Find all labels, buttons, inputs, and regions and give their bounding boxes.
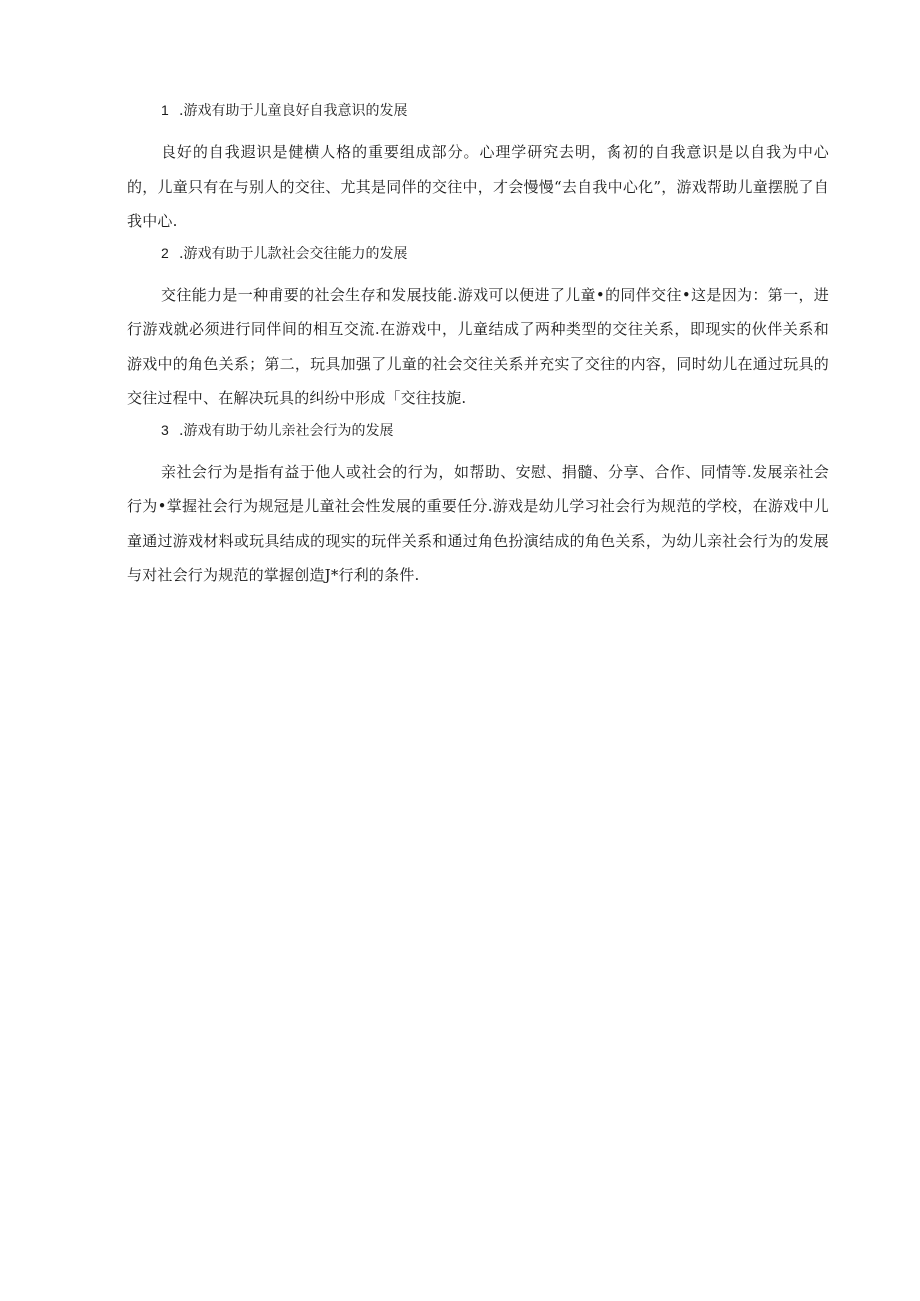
section-number: 1 bbox=[161, 102, 169, 118]
section-body-1: 良好的自我遐识是健横人格的重要组成部分。心理学研究去明，䏑初的自我意识是以自我为中心的，儿童只有在与别人的交往、尤其是同伴的交往中，才会慢慢“去自我中心化”，游戏帮助儿童摆脱了自我中心. bbox=[127, 143, 829, 230]
section-number: 3 bbox=[161, 421, 169, 438]
section-body-2: 交往能力是一种甫要的社会生存和发展技能.游戏可以便进了儿童•的同伴交往•这是因为：第一，进行游戏就必须进行同伴间的相互交流.在游戏中，儿童结成了两种类型的交往关系，即现实的伙伴关系和游戏中的角色关系；第二，玩具加强了儿童的社会交往关系并充实了交往的内容，同时幼儿在通过玩具的交往过程中、在解决玩具的纠纷中形成「交往技旎. bbox=[127, 285, 829, 407]
section-title: .游戏有助于儿款社会交往能力的发展 bbox=[179, 245, 408, 262]
section-title: .游戏有助于幼儿亲社会行为的发展 bbox=[179, 422, 394, 439]
section-number: 2 bbox=[161, 244, 169, 261]
section-title: .游戏有助于儿童良好自我意识的发展 bbox=[179, 103, 408, 119]
section-heading-2 bbox=[127, 243, 829, 264]
section-heading-3 bbox=[127, 420, 829, 441]
document-content bbox=[127, 100, 829, 597]
section-heading-1 bbox=[127, 100, 829, 121]
section-body-3: 亲社会行为是指有益于他人或社会的行为，如帮助、安慰、捐髓、分享、合作、同情等.发展亲社会行为•掌握社会行为规冠是儿童社会性发展的重要任分.游戏是幼儿学习社会行为规范的学校，在游戏中儿童通过游戏材料或玩具结成的现实的玩伴关系和通过角色扮演结成的角色关系，为幼儿亲社会行为的发展与对社会行为规范的掌握创造J*行利的条件. bbox=[127, 462, 829, 584]
